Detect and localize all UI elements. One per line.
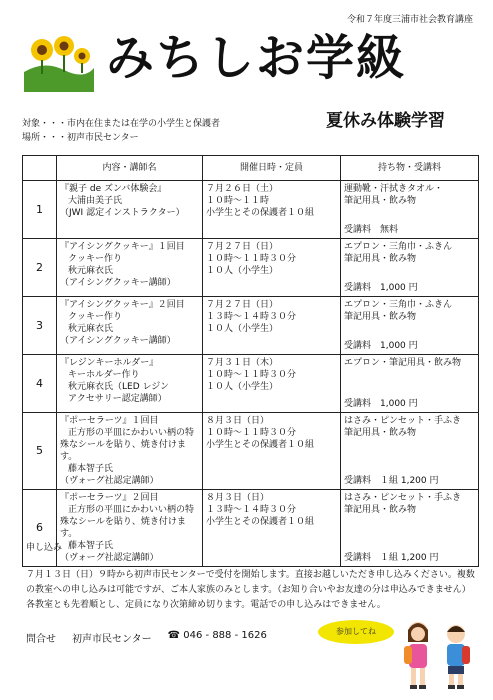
event-capacity: 小学生とその保護者１０組 [206,208,315,218]
instructor-credential: （アイシングクッキー講師） [60,278,176,288]
content-cell [57,413,203,490]
datetime-cell [203,355,341,413]
course-activity: キーホルダー作り [68,370,140,380]
row-number: 2 [23,239,57,297]
fee: 受講料 １組 1,200 円 [344,553,439,563]
fee: 受講料 １組 1,200 円 [344,476,439,486]
apply-heading: 申し込み [26,543,63,553]
content-cell [57,181,203,239]
venue-line: 場所・・・初声市民センター [22,133,139,143]
course-activity: クッキー作り [68,312,123,322]
children-illustration [392,612,484,694]
items-line: 筆記用具・飲み物 [344,196,417,206]
row-number: 4 [23,355,57,413]
items-cell [341,239,479,297]
datetime-cell [203,297,341,355]
items-line: エプロン・三角巾・ふきん [344,300,453,310]
items-cell [341,297,479,355]
course-description: 正方形の平皿にかわいい柄の特 [68,505,195,515]
event-time: １０時～１１時３０分 [206,428,297,438]
event-time: １３時～１４時３０分 [206,312,297,322]
page-title: みちしお学級 [106,30,407,86]
items-line: 筆記用具・飲み物 [344,428,417,438]
course-title: 『レジンキーホルダー』 [60,358,159,368]
datetime-cell [203,413,341,490]
instructor-credential: （ヴォーグ社認定講師） [60,476,159,486]
items-line: エプロン・筆記用具・飲み物 [344,358,462,368]
course-title: 『親子 de ズンバ体験会』 [60,184,167,194]
course-title: 『ポーセラーツ』２回目 [60,493,159,503]
contact-line [26,630,267,645]
datetime-cell [203,490,341,567]
phone-icon: ☎ [167,630,181,641]
event-time: １３時～１４時３０分 [206,505,297,515]
course-title: 『ポーセラーツ』１回目 [60,416,159,426]
instructor-name: 藤本智子氏 [68,464,114,474]
items-cell [341,413,479,490]
content-cell [57,239,203,297]
event-capacity: 小学生とその保護者１０組 [206,440,315,450]
datetime-cell [203,239,341,297]
items-cell [341,490,479,567]
join-bubble: 参加してね [318,620,394,644]
child-girl-icon [404,622,428,689]
content-cell [57,490,203,567]
items-line: はさみ・ピンセット・手ふき [344,493,462,503]
fee: 受講料 1,000 円 [344,399,418,409]
event-date: ７月２７日（日） [206,242,279,252]
event-capacity: 小学生とその保護者１０組 [206,517,315,527]
event-capacity: １０人（小学生） [206,324,279,334]
content-cell [57,297,203,355]
instructor-credential: （アイシングクッキー講師） [60,336,176,346]
row-number: 1 [23,181,57,239]
apply-text: ７月１３日（日）９時から初声市民センターで受付を開始します。直接お越しいただき申し込みください。複数の教室への申し込みは可能ですが、ご本人家族のみとします。（お知り合いやお友達の分は申込みできません）各教室とも先着順とし、定員になり次第締め切ります。電話での申し込みはできません。 [26,570,475,610]
items-cell [341,355,479,413]
row-number: 6 [23,490,57,567]
table-header-row [23,156,479,181]
contact-label: 問合せ [26,634,56,645]
fee: 受講料 無料 [344,225,399,235]
course-description: 殊なシールを貼り、焼き付けます。 [60,440,186,462]
child-boy-icon [447,625,470,689]
items-line: 筆記用具・飲み物 [344,254,417,264]
table-row [23,181,479,239]
items-line: 筆記用具・飲み物 [344,312,417,322]
fee: 受講料 1,000 円 [344,341,418,351]
course-title: 『アイシングクッキー』１回目 [60,242,185,252]
datetime-cell [203,181,341,239]
instructor-name: 秋元麻衣氏 [68,266,114,276]
course-title: 『アイシングクッキー』２回目 [60,300,185,310]
event-date: ７月２７日（日） [206,300,279,310]
event-capacity: １０人（小学生） [206,382,279,392]
header-content: 内容・講師名 [57,156,203,181]
table-row [23,297,479,355]
items-line: 運動靴・汗拭きタオル・ [344,184,444,194]
schedule-table [22,155,479,567]
content-cell [57,355,203,413]
table-row [23,490,479,567]
table-row [23,355,479,413]
page-subtitle: 夏休み体験学習 [326,111,445,131]
event-time: １０時～１１時３０分 [206,254,297,264]
event-time: １０時～１１時３０分 [206,370,297,380]
course-activity: クッキー作り [68,254,123,264]
table-row [23,239,479,297]
target-line: 対象・・・市内在住または在学の小学生と保護者 [22,119,221,129]
table-row [23,413,479,490]
items-line: エプロン・三角巾・ふきん [344,242,453,252]
instructor-name: 秋元麻衣氏（LED レジン [68,382,170,392]
event-date: ８月３日（日） [206,493,270,503]
instructor-credential: アクセサリー認定講師） [68,394,167,404]
header-datetime: 開催日時・定員 [203,156,341,181]
event-time: １０時～１１時 [206,196,270,206]
header-note: 令和７年度三浦市社会教育講座 [346,15,473,25]
course-description: 殊なシールを貼り、焼き付けます。 [60,517,186,539]
fee: 受講料 1,000 円 [344,283,418,293]
instructor-name: 藤本智子氏 [68,541,114,551]
items-cell [341,181,479,239]
course-description: 正方形の平皿にかわいい柄の特 [68,428,195,438]
items-line: はさみ・ピンセット・手ふき [344,416,462,426]
items-line: 筆記用具・飲み物 [344,505,417,515]
row-number: 3 [23,297,57,355]
instructor-name: 大浦由美子氏 [68,196,123,206]
instructor-credential: （ヴォーグ社認定講師） [60,553,159,563]
instructor-name: 秋元麻衣氏 [68,324,114,334]
instructor-credential: （JWI 認定インストラクター） [60,208,185,218]
sunflower-logo [24,30,94,92]
header-num [23,156,57,181]
event-date: ８月３日（日） [206,416,270,426]
row-number: 5 [23,413,57,490]
contact-phone: 046 - 888 - 1626 [183,630,267,641]
event-date: ７月３１日（木） [206,358,279,368]
event-capacity: １０人（小学生） [206,266,279,276]
event-date: ７月２６日（土） [206,184,279,194]
header-items: 持ち物・受講料 [341,156,479,181]
contact-place: 初声市民センター [72,634,152,645]
